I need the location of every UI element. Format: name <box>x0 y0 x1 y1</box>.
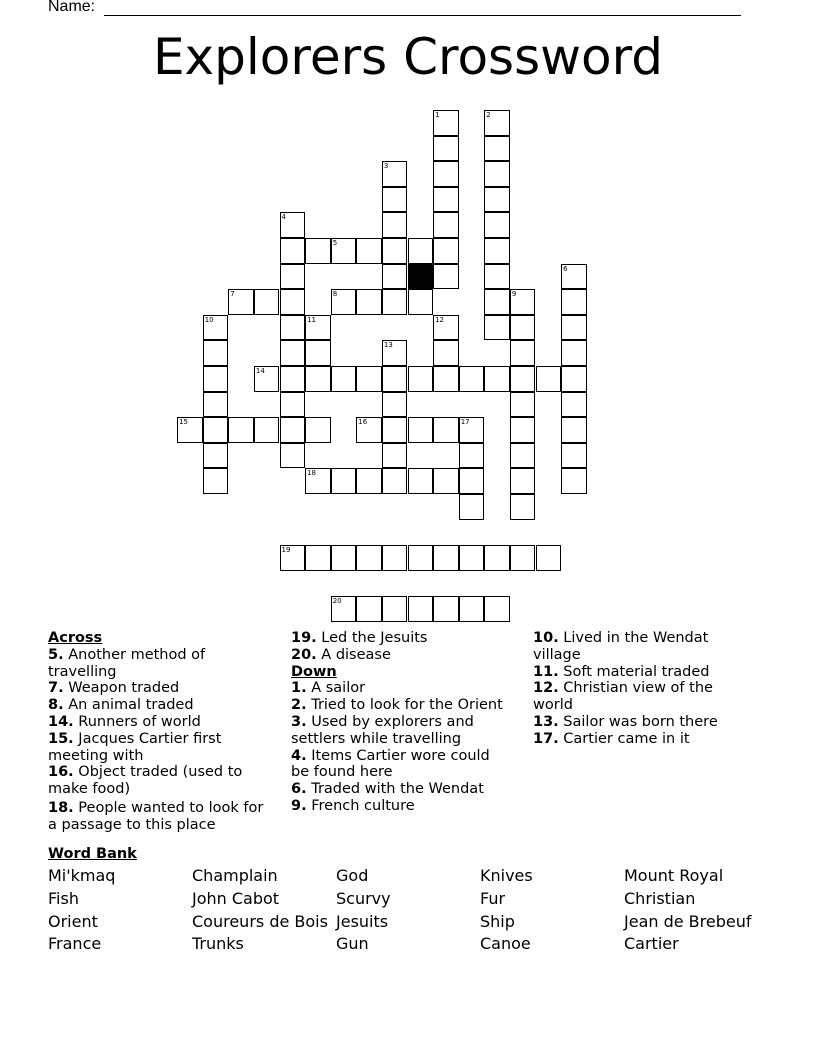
word-bank-item: Cartier <box>624 934 679 953</box>
grid-cell[interactable] <box>382 187 408 213</box>
grid-cell[interactable] <box>356 545 382 571</box>
grid-cell[interactable] <box>382 289 408 315</box>
grid-cell[interactable] <box>484 264 510 290</box>
grid-cell[interactable] <box>280 392 306 418</box>
clue-number: 4. <box>291 747 307 764</box>
clue-number-label: 8 <box>332 290 338 299</box>
clue-number: 2. <box>291 697 307 714</box>
clue-across-16 <box>48 764 273 798</box>
clue-number: 20. <box>291 646 317 663</box>
clue-text: Soft material traded <box>563 663 710 680</box>
grid-cell[interactable] <box>561 315 587 341</box>
clue-number: 12. <box>533 680 559 697</box>
grid-cell[interactable] <box>484 238 510 264</box>
word-bank-item: God <box>336 866 369 885</box>
clue-number: 17. <box>533 730 559 747</box>
clues-col-3 <box>533 630 748 748</box>
grid-cell[interactable] <box>459 366 485 392</box>
grid-cell[interactable] <box>510 340 536 366</box>
grid-cell[interactable] <box>484 289 510 315</box>
clue-number-label: 3 <box>383 162 389 171</box>
grid-cell[interactable] <box>203 366 229 392</box>
word-bank-item: Jesuits <box>336 912 389 931</box>
grid-cell[interactable] <box>433 136 459 162</box>
grid-cell[interactable] <box>433 161 459 187</box>
clue-number: 6. <box>291 781 307 798</box>
clue-down-12 <box>533 680 748 714</box>
black-cell <box>408 264 434 290</box>
clue-number: 3. <box>291 713 307 730</box>
clue-number: 18. <box>48 799 74 816</box>
clue-across-14 <box>48 714 273 731</box>
clue-number-label: 7 <box>230 290 235 299</box>
grid-cell[interactable] <box>280 238 306 264</box>
grid-cell[interactable] <box>459 545 485 571</box>
grid-cell[interactable] <box>484 161 510 187</box>
clue-number-label: 20 <box>332 597 342 606</box>
grid-cell[interactable] <box>510 417 536 443</box>
grid-cell[interactable] <box>408 289 434 315</box>
clue-text: Christian view of the world <box>533 680 713 714</box>
word-bank-item: Ship <box>480 912 515 931</box>
grid-cell[interactable] <box>408 366 434 392</box>
grid-cell[interactable] <box>305 417 331 443</box>
clue-number-label: 13 <box>383 341 393 350</box>
clue-number-label: 5 <box>332 239 338 247</box>
grid-cell[interactable] <box>356 238 382 264</box>
clue-down-2 <box>291 697 506 714</box>
grid-cell[interactable] <box>280 289 306 315</box>
word-bank-item: Knives <box>480 866 533 885</box>
clue-text: Items Cartier wore could be found here <box>291 747 490 781</box>
word-bank-item: Mi'kmaq <box>48 866 116 885</box>
clue-across-20 <box>291 647 506 664</box>
word-bank-item: Champlain <box>192 866 278 885</box>
grid-cell[interactable] <box>510 494 536 520</box>
clue-down-1 <box>291 680 506 697</box>
clue-number-label: 11 <box>307 315 317 324</box>
grid-cell[interactable] <box>382 264 408 290</box>
grid-cell[interactable] <box>433 596 459 622</box>
clue-text: Object traded (used to make food) <box>48 764 243 798</box>
grid-cell[interactable] <box>484 315 510 341</box>
clue-across-8 <box>48 697 273 714</box>
grid-cell[interactable] <box>305 366 331 392</box>
grid-cell[interactable] <box>484 136 510 162</box>
grid-cell[interactable] <box>408 417 434 443</box>
grid-cell[interactable] <box>280 264 306 290</box>
clue-number-label: 1 <box>435 111 440 119</box>
clue-text: Led the Jesuits <box>321 630 428 646</box>
grid-cell[interactable] <box>433 212 459 238</box>
clue-number-label: 19 <box>281 546 291 555</box>
grid-cell[interactable] <box>510 366 536 392</box>
grid-cell[interactable] <box>203 417 229 443</box>
grid-cell[interactable] <box>484 212 510 238</box>
grid-cell[interactable] <box>382 392 408 418</box>
grid-cell[interactable] <box>305 340 331 366</box>
clue-number: 14. <box>48 713 74 730</box>
clue-text: Another method of travelling <box>48 646 206 680</box>
clue-number-label: 14 <box>255 367 265 375</box>
grid-cell[interactable] <box>433 187 459 213</box>
grid-cell[interactable] <box>408 468 434 494</box>
grid-cell[interactable] <box>280 315 306 341</box>
clue-number-label: 18 <box>307 469 317 478</box>
clue-number: 11. <box>533 663 559 680</box>
grid-cell[interactable] <box>203 340 229 366</box>
grid-cell[interactable] <box>331 468 357 494</box>
grid-cell[interactable] <box>459 596 485 622</box>
grid-cell[interactable] <box>280 443 306 469</box>
clue-text: A sailor <box>311 680 366 697</box>
clue-down-17 <box>533 731 748 748</box>
grid-cell[interactable] <box>382 238 408 264</box>
grid-cell[interactable] <box>331 366 357 392</box>
clue-number: 5. <box>48 646 64 663</box>
grid-cell[interactable] <box>254 289 280 315</box>
page-title: Explorers Crossword <box>152 28 664 86</box>
clue-number-label: 16 <box>358 418 368 427</box>
clue-across-5 <box>48 647 273 681</box>
grid-cell[interactable] <box>305 545 331 571</box>
clue-across-18 <box>48 800 273 834</box>
grid-cell[interactable] <box>510 315 536 341</box>
grid-cell[interactable] <box>203 468 229 494</box>
clue-down-4 <box>291 748 506 782</box>
grid-cell[interactable] <box>382 443 408 469</box>
clue-number: 8. <box>48 697 64 714</box>
clue-number: 1. <box>291 680 307 697</box>
word-bank-item: Fish <box>48 889 79 908</box>
grid-cell[interactable] <box>484 187 510 213</box>
clue-number-label: 9 <box>511 290 517 299</box>
name-label: Name: <box>48 0 96 15</box>
clue-text: Cartier came in it <box>563 730 690 747</box>
clue-number-label: 6 <box>563 264 568 273</box>
grid-cell[interactable] <box>254 417 280 443</box>
grid-cell[interactable] <box>561 340 587 366</box>
grid-cell[interactable] <box>510 392 536 418</box>
grid-cell[interactable] <box>433 468 459 494</box>
clue-down-9 <box>291 798 506 815</box>
clue-number: 7. <box>48 680 64 697</box>
clues-col-2 <box>291 630 506 815</box>
clue-down-10 <box>533 630 748 664</box>
clue-text: A disease <box>321 646 391 663</box>
word-bank-item: John Cabot <box>192 889 280 908</box>
grid-cell[interactable] <box>356 596 382 622</box>
word-bank-item: Christian <box>624 889 696 908</box>
grid-cell[interactable] <box>382 417 408 443</box>
clue-across-15 <box>48 731 273 765</box>
word-bank-item: Coureurs de Bois <box>192 912 328 931</box>
clue-number: 9. <box>291 797 307 814</box>
grid-cell[interactable] <box>280 340 306 366</box>
grid-cell[interactable] <box>356 468 382 494</box>
clue-text: An animal traded <box>68 697 194 714</box>
clue-number: 10. <box>533 630 559 646</box>
grid-cell[interactable] <box>408 545 434 571</box>
grid-cell[interactable] <box>356 289 382 315</box>
grid-cell[interactable] <box>561 392 587 418</box>
name-underline[interactable] <box>104 15 741 16</box>
clues-col-1 <box>48 630 273 834</box>
clue-number-label: 4 <box>281 213 286 222</box>
word-bank-item: Canoe <box>480 934 531 953</box>
grid-cell[interactable] <box>484 596 510 622</box>
grid-cell[interactable] <box>433 366 459 392</box>
grid-cell[interactable] <box>408 238 434 264</box>
word-bank-item: Scurvy <box>336 889 391 908</box>
clue-number: 16. <box>48 764 74 781</box>
grid-cell[interactable] <box>382 545 408 571</box>
grid-cell[interactable] <box>510 468 536 494</box>
grid-cell[interactable] <box>561 289 587 315</box>
grid-cell[interactable] <box>433 417 459 443</box>
grid-cell[interactable] <box>484 545 510 571</box>
grid-cell[interactable] <box>561 417 587 443</box>
grid-cell[interactable] <box>356 366 382 392</box>
word-bank-item: Orient <box>48 912 98 931</box>
grid-cell[interactable] <box>536 366 562 392</box>
clue-text: French culture <box>311 797 415 814</box>
grid-cell[interactable] <box>280 417 306 443</box>
grid-cell[interactable] <box>484 366 510 392</box>
clue-down-6 <box>291 781 506 798</box>
grid-cell[interactable] <box>459 494 485 520</box>
clue-text: Tried to look for the Orient <box>311 697 503 714</box>
word-bank-item: Jean de Brebeuf <box>624 912 752 931</box>
grid-cell[interactable] <box>203 443 229 469</box>
clue-number-label: 2 <box>486 111 491 119</box>
clue-number-label: 17 <box>460 418 470 427</box>
grid-cell[interactable] <box>331 545 357 571</box>
clue-text: Jacques Cartier first meeting with <box>48 730 222 764</box>
clue-number-label: 10 <box>204 315 214 324</box>
grid-cell[interactable] <box>561 468 587 494</box>
clue-text: Sailor was born there <box>563 713 718 730</box>
grid-cell[interactable] <box>382 212 408 238</box>
grid-cell[interactable] <box>433 238 459 264</box>
grid-cell[interactable] <box>228 417 254 443</box>
grid-cell[interactable] <box>382 596 408 622</box>
clue-text: Runners of world <box>78 713 201 730</box>
word-bank-item: Trunks <box>192 934 244 953</box>
word-bank-item: Fur <box>480 889 506 908</box>
clue-number: 19. <box>291 630 317 646</box>
grid-cell[interactable] <box>280 366 306 392</box>
word-bank-item: Gun <box>336 934 369 953</box>
clue-text: Weapon traded <box>68 680 180 697</box>
grid-cell[interactable] <box>433 340 459 366</box>
word-bank-heading: Word Bank <box>48 846 137 862</box>
grid-cell[interactable] <box>382 468 408 494</box>
grid-cell[interactable] <box>536 545 562 571</box>
clue-across-19 <box>291 630 506 647</box>
grid-cell[interactable] <box>561 443 587 469</box>
across-heading: Across <box>48 630 103 646</box>
grid-cell[interactable] <box>459 443 485 469</box>
grid-cell[interactable] <box>382 366 408 392</box>
grid-cell[interactable] <box>510 545 536 571</box>
clue-number-label: 12 <box>435 315 445 324</box>
clue-text: Used by explorers and settlers while travelling <box>291 713 474 747</box>
grid-cell[interactable] <box>203 392 229 418</box>
clue-across-7 <box>48 680 273 697</box>
clue-down-3 <box>291 714 506 748</box>
grid-cell[interactable] <box>433 545 459 571</box>
clue-number: 15. <box>48 730 74 747</box>
grid-cell[interactable] <box>459 468 485 494</box>
grid-cell[interactable] <box>305 238 331 264</box>
grid-cell[interactable] <box>561 366 587 392</box>
clue-text: People wanted to look for a passage to this place <box>48 799 264 833</box>
clue-text: Traded with the Wendat <box>311 781 484 798</box>
down-heading: Down <box>291 663 337 680</box>
word-bank-item: Mount Royal <box>624 866 724 885</box>
grid-cell[interactable] <box>510 443 536 469</box>
grid-cell[interactable] <box>408 596 434 622</box>
clue-text: Lived in the Wendat village <box>533 630 709 663</box>
word-bank-item: France <box>48 934 102 953</box>
grid-cell[interactable] <box>433 264 459 290</box>
clue-down-11 <box>533 664 748 681</box>
clue-number-label: 15 <box>179 418 189 427</box>
clue-down-13 <box>533 714 748 731</box>
clue-number: 13. <box>533 713 559 730</box>
